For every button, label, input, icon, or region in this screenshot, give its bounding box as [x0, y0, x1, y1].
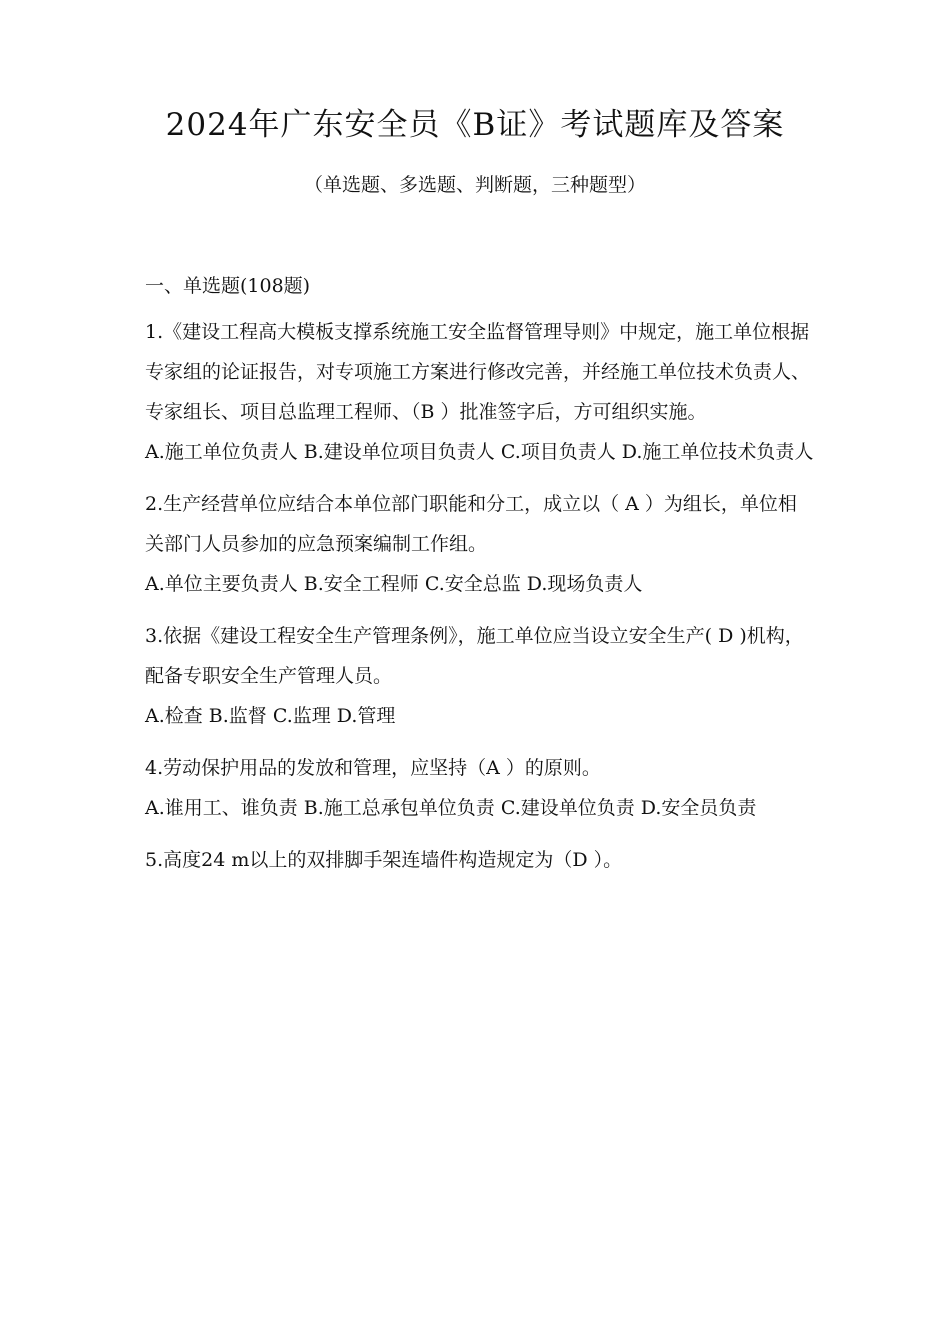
- question-4: [145, 748, 815, 828]
- question-text: 3.依据《建设工程安全生产管理条例》，施工单位应当设立安全生产( D )机构，配备专职安全生产管理人员。: [145, 625, 804, 687]
- question-options: A.单位主要负责人 B.安全工程师 C.安全总监 D.现场负责人: [145, 573, 643, 595]
- question-text: 1.《建设工程高大模板支撑系统施工安全监督管理导则》中规定，施工单位根据专家组的论证报告，对专项施工方案进行修改完善，并经施工单位技术负责人、专家组长、项目总监理工程师、（B ）批准签字后，方可组织实施。: [145, 321, 811, 423]
- document-content: [145, 266, 815, 892]
- section-heading: 一、单选题(108题): [145, 275, 311, 297]
- document-subtitle: （单选题、多选题、判断题，三种题型）: [303, 174, 646, 196]
- question-1: [145, 312, 815, 472]
- question-text: 2.生产经营单位应结合本单位部门职能和分工，成立以（ A ）为组长，单位相关部门人员参加的应急预案编制工作组。: [145, 493, 797, 555]
- question-options: A.施工单位负责人 B.建设单位项目负责人 C.项目负责人 D.施工单位技术负责人: [145, 441, 814, 463]
- document-title: 2024年广东安全员《B证》考试题库及答案: [165, 107, 785, 143]
- question-text: 4.劳动保护用品的发放和管理，应坚持（A ）的原则。: [145, 757, 601, 779]
- question-options: A.检查 B.监督 C.监理 D.管理: [145, 705, 396, 727]
- question-3: [145, 616, 815, 736]
- question-text: 5.高度24 m以上的双排脚手架连墙件构造规定为（D ）。: [145, 849, 623, 871]
- question-2: [145, 484, 815, 604]
- question-options: A.谁用工、谁负责 B.施工总承包单位负责 C.建设单位负责 D.安全员负责: [145, 797, 757, 819]
- question-5: [145, 840, 815, 880]
